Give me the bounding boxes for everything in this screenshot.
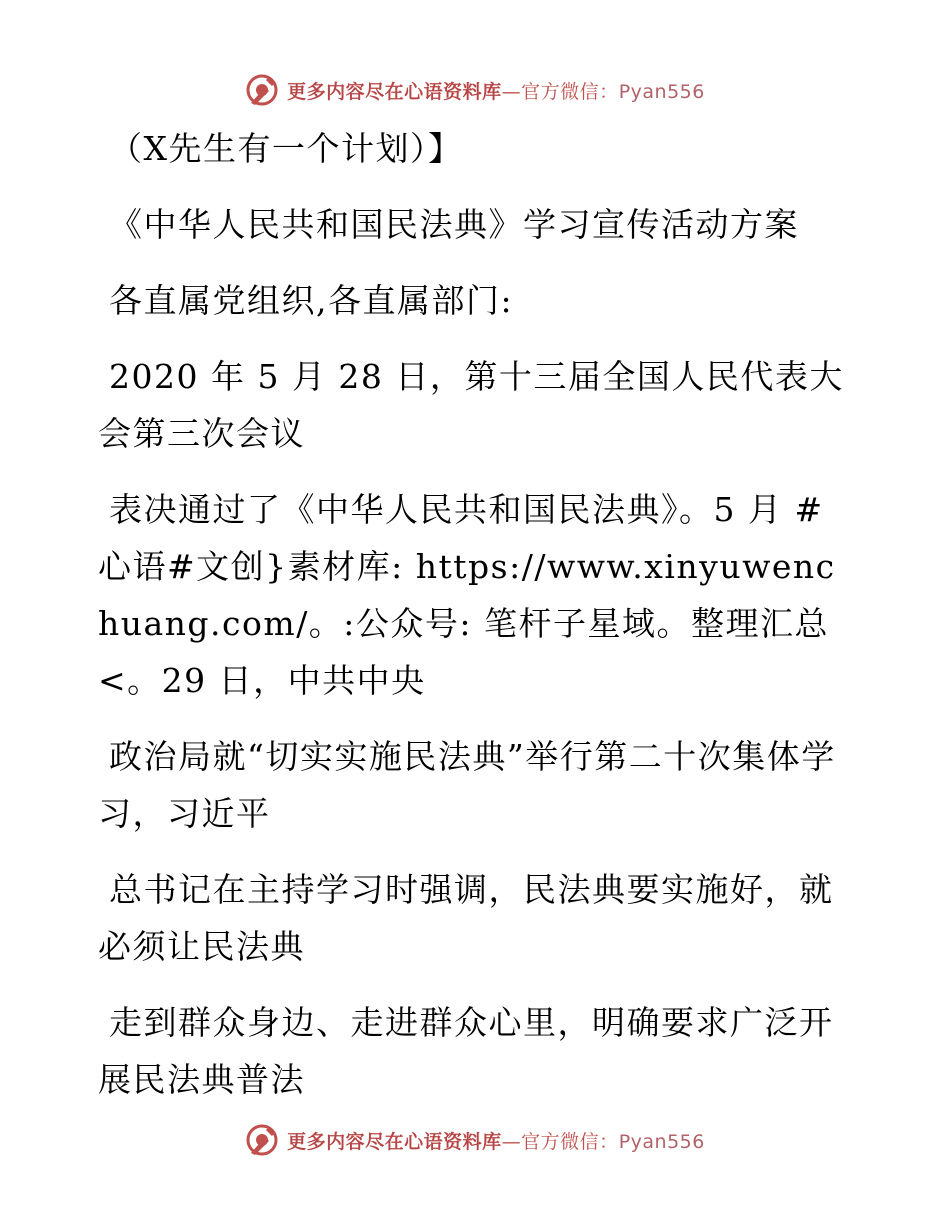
banner-wechat-label: 官方微信： xyxy=(521,1130,619,1153)
document-paragraph: 走到群众身边、走进群众心里，明确要求广泛开展民法典普法 xyxy=(98,1003,834,1099)
document-title: 《中华人民共和国民法典》学习宣传活动方案 xyxy=(109,205,799,244)
document-paragraph: 总书记在主持学习时强调，民法典要实施好，就必须让民法典 xyxy=(98,870,834,966)
document-paragraph: （X先生有一个计划）】 xyxy=(109,129,463,168)
header-watermark-banner xyxy=(0,68,950,112)
pen-circle-logo-icon xyxy=(245,1123,279,1157)
banner-wechat-id: Pyan556 xyxy=(618,80,705,103)
footer-watermark-banner xyxy=(0,1118,950,1162)
banner-text xyxy=(287,77,705,104)
banner-lead-text: 更多内容尽在心语资料库 xyxy=(287,80,502,103)
document-paragraph: 2020 年 5 月 28 日，第十三届全国人民代表大会第三次会议 xyxy=(98,357,844,453)
document-paragraph: 各直属党组织,各直属部门: xyxy=(109,281,514,320)
banner-dash: — xyxy=(501,80,522,103)
banner-lead-text: 更多内容尽在心语资料库 xyxy=(287,1130,502,1153)
banner-wechat-id: Pyan556 xyxy=(618,1130,705,1153)
pen-circle-logo-icon xyxy=(245,73,279,107)
document-paragraph: 表决通过了《中华人民共和国民法典》。5 月 #心语#文创}素材库: https://www.xinyuwenchuang.com/。:公众号: 笔杆子星域。整理汇总<。29 日，中共中央 xyxy=(98,490,836,700)
document-paragraph: 政治局就“切实实施民法典”举行第二十次集体学习，习近平 xyxy=(98,737,836,833)
banner-wechat-label: 官方微信： xyxy=(521,80,619,103)
banner-text xyxy=(287,1127,705,1154)
banner-dash: — xyxy=(501,1130,522,1153)
document-body xyxy=(98,120,858,1127)
